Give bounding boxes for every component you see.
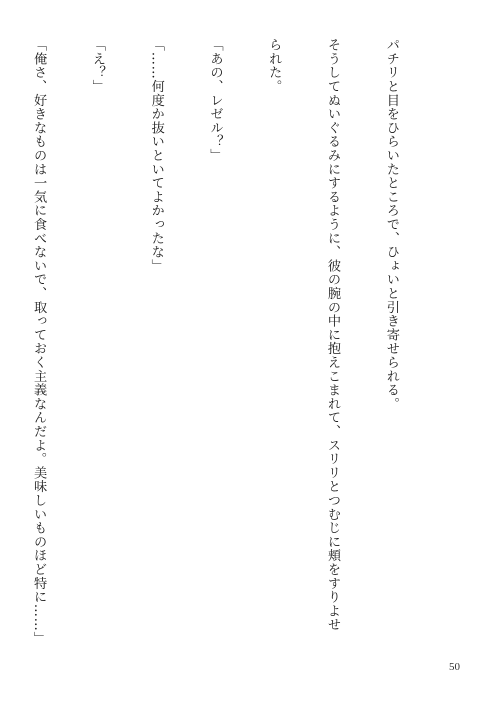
text-line: 「あの、レゼル？」 — [207, 38, 223, 163]
page-number: 50 — [449, 661, 460, 673]
vertical-text-body — [0, 38, 440, 648]
text-line: 「え？」 — [89, 38, 105, 94]
text-line: そうしてぬいぐるみにするように、彼の腕の中に抱えこまれて、スリリとつむじに頬をすりよせ — [325, 38, 341, 632]
text-line: 「俺さ、好きなものは一気に食べないで、取っておく主義なんだよ。美味しいものほど特に……」 — [31, 38, 47, 646]
text-line: られた。 — [266, 38, 282, 94]
text-line: 「……何度か抜いといてよかったな」 — [148, 38, 164, 273]
text-line: パチリと目をひらいたところで、ひょいと引き寄せられる。 — [383, 38, 399, 411]
